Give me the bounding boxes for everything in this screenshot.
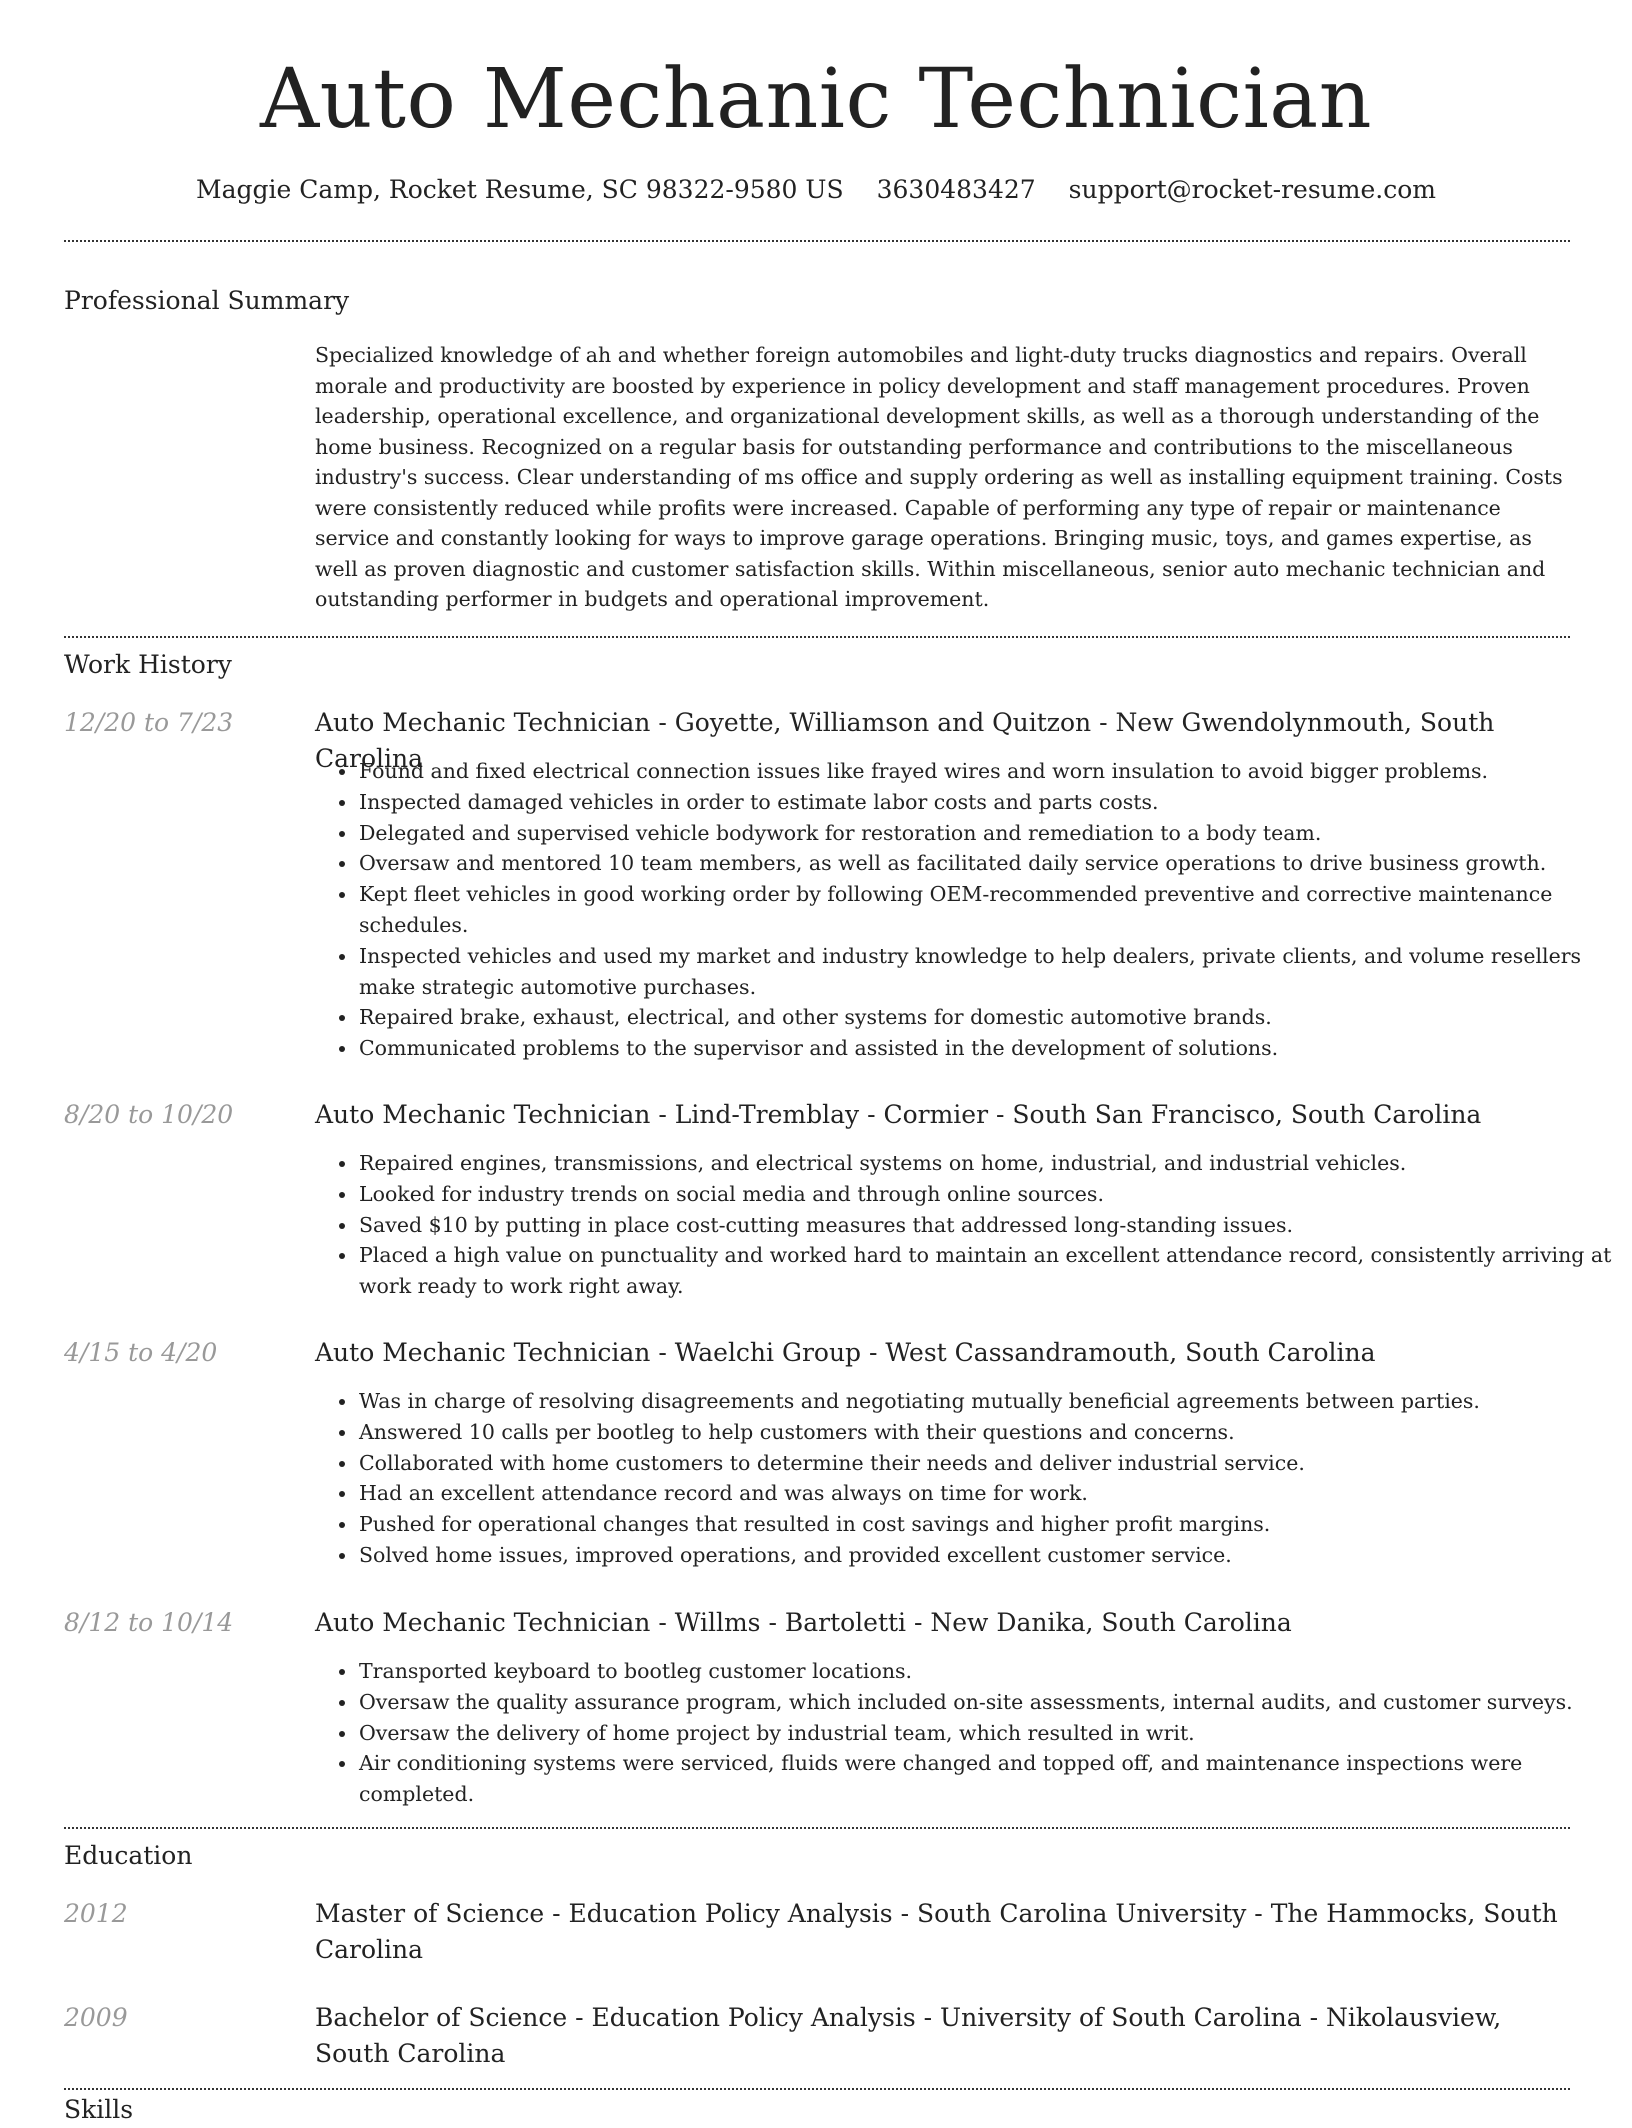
contact-email: support@rocket-resume.com [1068, 175, 1436, 204]
summary-text: Specialized knowledge of ah and whether foreign automobiles and light-duty trucks diagnostics and repairs. Overall morale and productivity are boosted by experience in policy development and staff management procedures. Proven leadership, operational excellence, and organizational development skills, as well as a thorough understanding of the home business. Recognized on a regular basis for outstanding performance and contributions to the miscellaneous industry's success. Clear understanding of ms office and supply ordering as well as installing equipment training. Costs were consistently reduced while profits were increased. Capable of performing any type of repair or maintenance service and constantly looking for ways to improve garage operations. Bringing music, toys, and games expertise, as well as proven diagnostic and customer satisfaction skills. Within miscellaneous, senior auto mechanic technician and outstanding performer in budgets and operational improvement. [315, 343, 1563, 611]
education-year: 2009 [64, 2003, 128, 2032]
skills-heading: Skills [64, 2095, 134, 2124]
job-bullet: • Pushed for operational changes that resulted in cost savings and higher profit margins. [358, 1509, 1616, 1540]
job-bullet: • Answered 10 calls per bootleg to help customers with their questions and concerns. [358, 1417, 1616, 1448]
contact-address: Maggie Camp, Rocket Resume, SC 98322-9580 US [196, 175, 844, 204]
section-divider [64, 1827, 1570, 1829]
job-bullet: • Oversaw the delivery of home project by industrial team, which resulted in writ. [358, 1718, 1616, 1749]
job-bullet: • Looked for industry trends on social media and through online sources. [358, 1179, 1616, 1210]
job-dates: 8/12 to 10/14 [64, 1608, 234, 1637]
job-bullet: • Transported keyboard to bootleg customer locations. [358, 1656, 1616, 1687]
job-bullets [315, 756, 1616, 1064]
job-title: Auto Mechanic Technician - Goyette, Williamson and Quitzon - New Gwendolynmouth, South Carolina [315, 708, 1495, 773]
job-bullet: • Was in charge of resolving disagreements and negotiating mutually beneficial agreements between parties. [358, 1386, 1616, 1417]
job-bullets [315, 1386, 1616, 1571]
job-bullet: • Found and fixed electrical connection issues like frayed wires and worn insulation to avoid bigger problems. [358, 756, 1616, 787]
job-bullet: • Had an excellent attendance record and was always on time for work. [358, 1478, 1616, 1509]
job-dates: 8/20 to 10/20 [64, 1100, 234, 1129]
job-bullet: • Inspected vehicles and used my market and industry knowledge to help dealers, private clients, and volume resellers make strategic automotive purchases. [358, 941, 1616, 1003]
job-bullet: • Saved $10 by putting in place cost-cutting measures that addressed long-standing issues. [358, 1210, 1616, 1241]
education-degree: Master of Science - Education Policy Analysis - South Carolina University - The Hammocks, South Carolina [315, 1899, 1558, 1964]
contact-line [0, 170, 1632, 210]
job-title: Auto Mechanic Technician - Willms - Bartoletti - New Danika, South Carolina [315, 1608, 1292, 1637]
job-bullet: • Solved home issues, improved operations, and provided excellent customer service. [358, 1540, 1616, 1571]
job-bullet: • Oversaw the quality assurance program, which included on-site assessments, internal audits, and customer surveys. [358, 1687, 1616, 1718]
job-bullets [315, 1148, 1616, 1302]
job-bullets [315, 1656, 1616, 1810]
education-heading: Education [64, 1841, 193, 1870]
job-bullet: • Communicated problems to the supervisor and assisted in the development of solutions. [358, 1033, 1616, 1064]
job-bullet: • Repaired brake, exhaust, electrical, and other systems for domestic automotive brands. [358, 1002, 1616, 1033]
resume-title: Auto Mechanic Technician [259, 52, 1373, 147]
job-dates: 4/15 to 4/20 [64, 1338, 218, 1367]
job-title: Auto Mechanic Technician - Lind-Tremblay - Cormier - South San Francisco, South Carolina [315, 1100, 1482, 1129]
work-history-heading: Work History [64, 650, 232, 679]
job-bullet: • Oversaw and mentored 10 team members, as well as facilitated daily service operations to drive business growth. [358, 848, 1616, 879]
job-bullet: • Collaborated with home customers to determine their needs and deliver industrial service. [358, 1448, 1616, 1479]
summary-heading: Professional Summary [64, 286, 350, 315]
job-bullet: • Delegated and supervised vehicle bodywork for restoration and remediation to a body team. [358, 818, 1616, 849]
job-dates: 12/20 to 7/23 [64, 708, 234, 737]
job-bullet: • Repaired engines, transmissions, and electrical systems on home, industrial, and industrial vehicles. [358, 1148, 1616, 1179]
job-bullet: • Placed a high value on punctuality and worked hard to maintain an excellent attendance record, consistently arriving at work ready to work right away. [358, 1240, 1616, 1302]
section-divider [64, 2088, 1570, 2090]
contact-phone: 3630483427 [876, 175, 1036, 204]
job-bullet: • Inspected damaged vehicles in order to estimate labor costs and parts costs. [358, 787, 1616, 818]
section-divider [64, 240, 1570, 242]
job-bullet: • Kept fleet vehicles in good working order by following OEM-recommended preventive and corrective maintenance schedules. [358, 879, 1616, 941]
job-bullet: • Air conditioning systems were serviced, fluids were changed and topped off, and maintenance inspections were completed. [358, 1748, 1616, 1810]
job-title: Auto Mechanic Technician - Waelchi Group - West Cassandramouth, South Carolina [315, 1338, 1376, 1367]
section-divider [64, 636, 1570, 638]
education-degree: Bachelor of Science - Education Policy Analysis - University of South Carolina - Nikolausview, South Carolina [315, 2003, 1502, 2068]
education-year: 2012 [64, 1899, 128, 1928]
